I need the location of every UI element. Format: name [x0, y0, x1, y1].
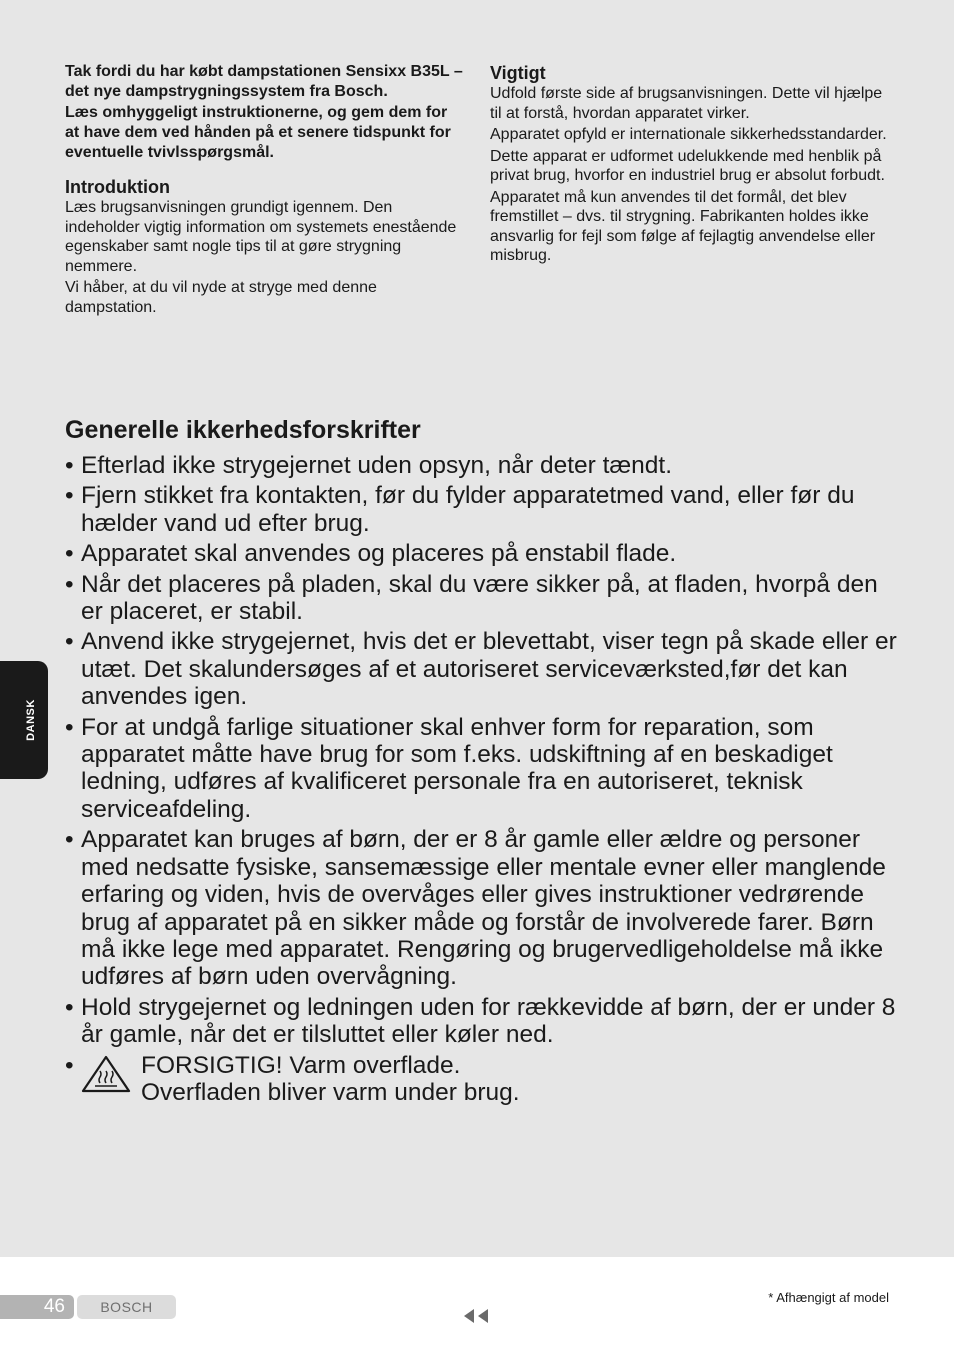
- safety-item-text: Anvend ikke strygejernet, hvis det er blevettabt, viser tegn på skade eller er utæt. Det skalundersøges af et autoriseret serviceværksted,før det kan anvendes igen.: [81, 628, 897, 711]
- safety-title: Generelle ikkerhedsforskrifter: [65, 416, 421, 444]
- introduction-paragraph: Vi håber, at du vil nyde at stryge med denne dampstation.: [65, 279, 377, 316]
- important-column: [490, 62, 895, 266]
- safety-item-text: Apparatet kan bruges af børn, der er 8 år gamle eller ældre og personer med nedsatte fysiske, sansemæssige eller mentale evner eller manglende erfaring og viden, hvis de overvåges eller gives instruktioner vedrørende brug af apparatet på en sikker måde og forstår de involverede farer. Børn må ikke lege med apparatet. Rengøring og brugervedligeholdelse må ikke udføres af børn uden overvågning.: [81, 826, 886, 991]
- safety-item: [65, 540, 905, 567]
- important-paragraph: Apparatet opfyld er internationale sikkerhedsstandarder.: [490, 126, 887, 143]
- thanks-text: Tak fordi du har købt dampstationen Sensixx B35L – det nye dampstrygningssystem fra Bosch.: [65, 63, 463, 100]
- double-left-arrow-icon[interactable]: [462, 1308, 490, 1324]
- bullet: •: [65, 713, 74, 741]
- introduction-paragraph: Læs brugsanvisningen grundigt igennem. Den indeholder vigtig information om systemets enestående egenskaber samt nogle tips til at gøre strygning nemmere.: [65, 199, 457, 275]
- safety-item-text: For at undgå farlige situationer skal enhver form for reparation, som apparatet måtte have brug for som f.eks. udskiftning af en beskadiget ledning, udføres af kvalificeret personale fra en autoriseret, teknisk serviceafdeling.: [81, 713, 833, 823]
- bullet: •: [65, 1051, 74, 1079]
- safety-item-text: Hold strygejernet og ledningen uden for rækkevidde af børn, der er under 8 år gamle, når det er tilsluttet eller køler ned.: [81, 993, 896, 1049]
- warning-line-1: FORSIGTIG! Varm overflade.: [141, 1051, 461, 1079]
- important-paragraph: Udfold første side af brugsanvisningen. Dette vil hjælpe til at forstå, hvordan apparatet virker.: [490, 85, 883, 122]
- safety-item-text: Når det placeres på pladen, skal du være sikker på, at fladen, hvorpå den er placeret, er stabil.: [81, 570, 878, 626]
- bullet: •: [65, 628, 74, 656]
- language-tab-label: DANSK: [25, 699, 37, 741]
- warning-text: [141, 1052, 520, 1107]
- bullet: •: [65, 570, 74, 598]
- safety-section: [65, 414, 905, 1109]
- safety-item: [65, 826, 905, 990]
- language-tab: [0, 661, 48, 779]
- safety-item: [65, 571, 905, 626]
- warning-line-2: Overfladen bliver varm under brug.: [141, 1078, 520, 1106]
- safety-item: [65, 628, 905, 710]
- safety-item: [65, 994, 905, 1049]
- important-paragraph: Apparatet må kun anvendes til det formål, det blev fremstillet – dvs. til strygning. Fabrikanten holdes ikke ansvarlig for fejl som følge af fejlagtig anvendelse eller misbrug.: [490, 188, 876, 264]
- safety-item-text: Apparatet skal anvendes og placeres på enstabil flade.: [81, 540, 677, 568]
- introduction-heading: Introduktion: [65, 177, 170, 197]
- bullet: •: [65, 826, 74, 854]
- brand-label: BOSCH: [77, 1295, 176, 1319]
- warning-block: [81, 1052, 905, 1107]
- bullet: •: [65, 540, 74, 568]
- important-heading: Vigtigt: [490, 63, 546, 83]
- intro-column: [65, 62, 465, 317]
- safety-item-text: Efterlad ikke strygejernet uden opsyn, når deter tændt.: [81, 452, 673, 479]
- safety-list: [65, 452, 905, 1106]
- safety-item: [65, 452, 905, 479]
- footnote: * Afhængigt af model: [768, 1290, 889, 1305]
- bullet: •: [65, 452, 74, 479]
- hot-surface-warning-icon: [81, 1055, 131, 1093]
- warning-item: [65, 1052, 905, 1107]
- safety-item: [65, 482, 905, 537]
- bullet: •: [65, 482, 74, 510]
- safety-item-text: Fjern stikket fra kontakten, før du fylder apparatetmed vand, eller før du hælder vand ud efter brug.: [81, 482, 855, 537]
- read-instructions-text: Læs omhyggeligt instruktionerne, og gem dem for at have dem ved hånden på et senere tidspunkt for eventuelle tvivlsspørgsmål.: [65, 104, 451, 161]
- bullet: •: [65, 993, 74, 1021]
- page-number: 46: [0, 1295, 74, 1319]
- important-paragraph: Dette apparat er udformet udelukkende med henblik på privat brug, hvorfor en industriel brug er absolut forbudt.: [490, 147, 885, 184]
- safety-item: [65, 714, 905, 824]
